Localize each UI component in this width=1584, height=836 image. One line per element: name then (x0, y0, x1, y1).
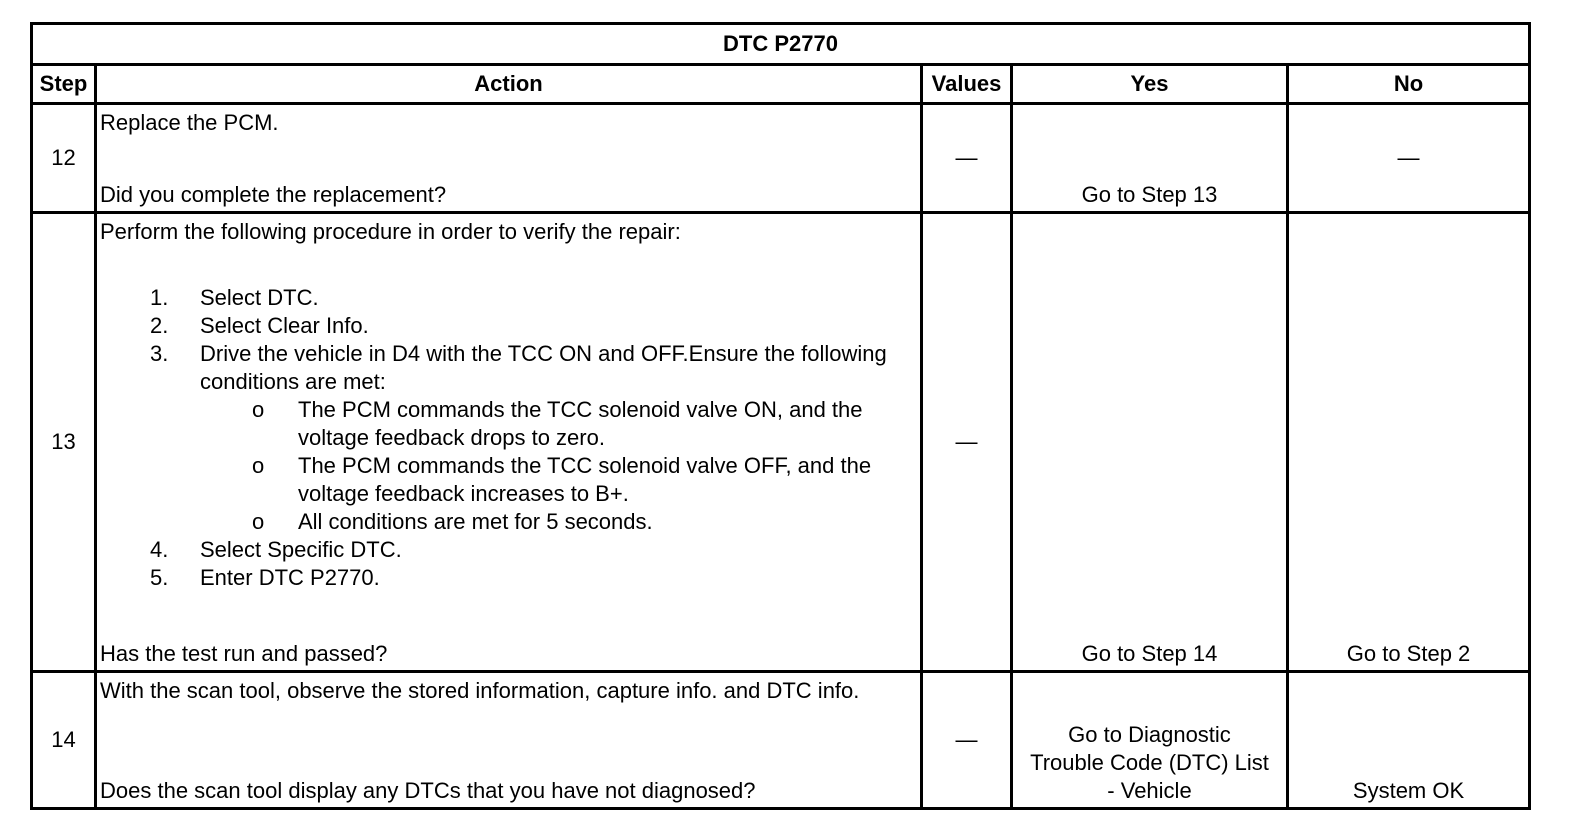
step-number: 13 (32, 213, 96, 672)
item-text: Select Clear Info. (200, 313, 369, 338)
action-cell (96, 104, 922, 213)
table-row (32, 672, 1530, 809)
header-yes: Yes (1012, 65, 1288, 104)
item-text: Select Specific DTC. (200, 537, 402, 562)
header-action: Action (96, 65, 922, 104)
step-number: 12 (32, 104, 96, 213)
list-item (100, 508, 916, 536)
list-item (100, 284, 916, 312)
no-cell: Go to Step 2 (1288, 213, 1530, 672)
list-item (100, 452, 916, 508)
list-item (100, 564, 916, 592)
no-cell: — (1288, 104, 1530, 213)
action-cell (96, 672, 922, 809)
bullet: o (252, 509, 265, 534)
yes-cell: Go to Step 13 (1012, 104, 1288, 213)
action-question: Did you complete the replacement? (100, 182, 447, 207)
header-values: Values (922, 65, 1012, 104)
action-question: Has the test run and passed? (100, 641, 388, 666)
values-cell: — (922, 672, 1012, 809)
item-text: Select DTC. (200, 285, 319, 310)
list-item (100, 536, 916, 564)
item-text: All conditions are met for 5 seconds. (298, 509, 653, 534)
item-number: 5. (150, 565, 169, 590)
bullet: o (252, 397, 265, 422)
list-item (100, 340, 916, 536)
procedure-list (100, 284, 916, 592)
action-question: Does the scan tool display any DTCs that you have not diagnosed? (100, 778, 756, 803)
header-no: No (1288, 65, 1530, 104)
list-item (100, 312, 916, 340)
list-item (100, 396, 916, 452)
item-text: The PCM commands the TCC solenoid valve OFF, and the voltage feedback increases to B+. (298, 453, 872, 506)
header-step: Step (32, 65, 96, 104)
values-cell: — (922, 213, 1012, 672)
dtc-table (30, 22, 1531, 810)
item-number: 4. (150, 537, 169, 562)
action-intro: With the scan tool, observe the stored information, capture info. and DTC info. (100, 678, 860, 703)
item-number: 3. (150, 341, 169, 366)
action-cell (96, 213, 922, 672)
condition-list (100, 396, 916, 536)
action-intro: Replace the PCM. (100, 110, 279, 135)
table-row (32, 213, 1530, 672)
yes-cell: Go to Step 14 (1012, 213, 1288, 672)
item-text: Enter DTC P2770. (200, 565, 380, 590)
values-cell: — (922, 104, 1012, 213)
item-number: 1. (150, 285, 169, 310)
yes-cell (1012, 672, 1288, 809)
yes-link-text: Go to Diagnostic Trouble Code (DTC) List - Vehicle (1030, 722, 1269, 803)
no-cell: System OK (1288, 672, 1530, 809)
table-title: DTC P2770 (32, 24, 1530, 65)
item-number: 2. (150, 313, 169, 338)
step-number: 14 (32, 672, 96, 809)
table-row (32, 104, 1530, 213)
item-text: The PCM commands the TCC solenoid valve ON, and the voltage feedback drops to zero. (298, 397, 863, 450)
item-text: Drive the vehicle in D4 with the TCC ON and OFF.Ensure the following conditions are met: (200, 341, 887, 394)
action-intro: Perform the following procedure in order to verify the repair: (100, 219, 681, 244)
bullet: o (252, 453, 265, 478)
